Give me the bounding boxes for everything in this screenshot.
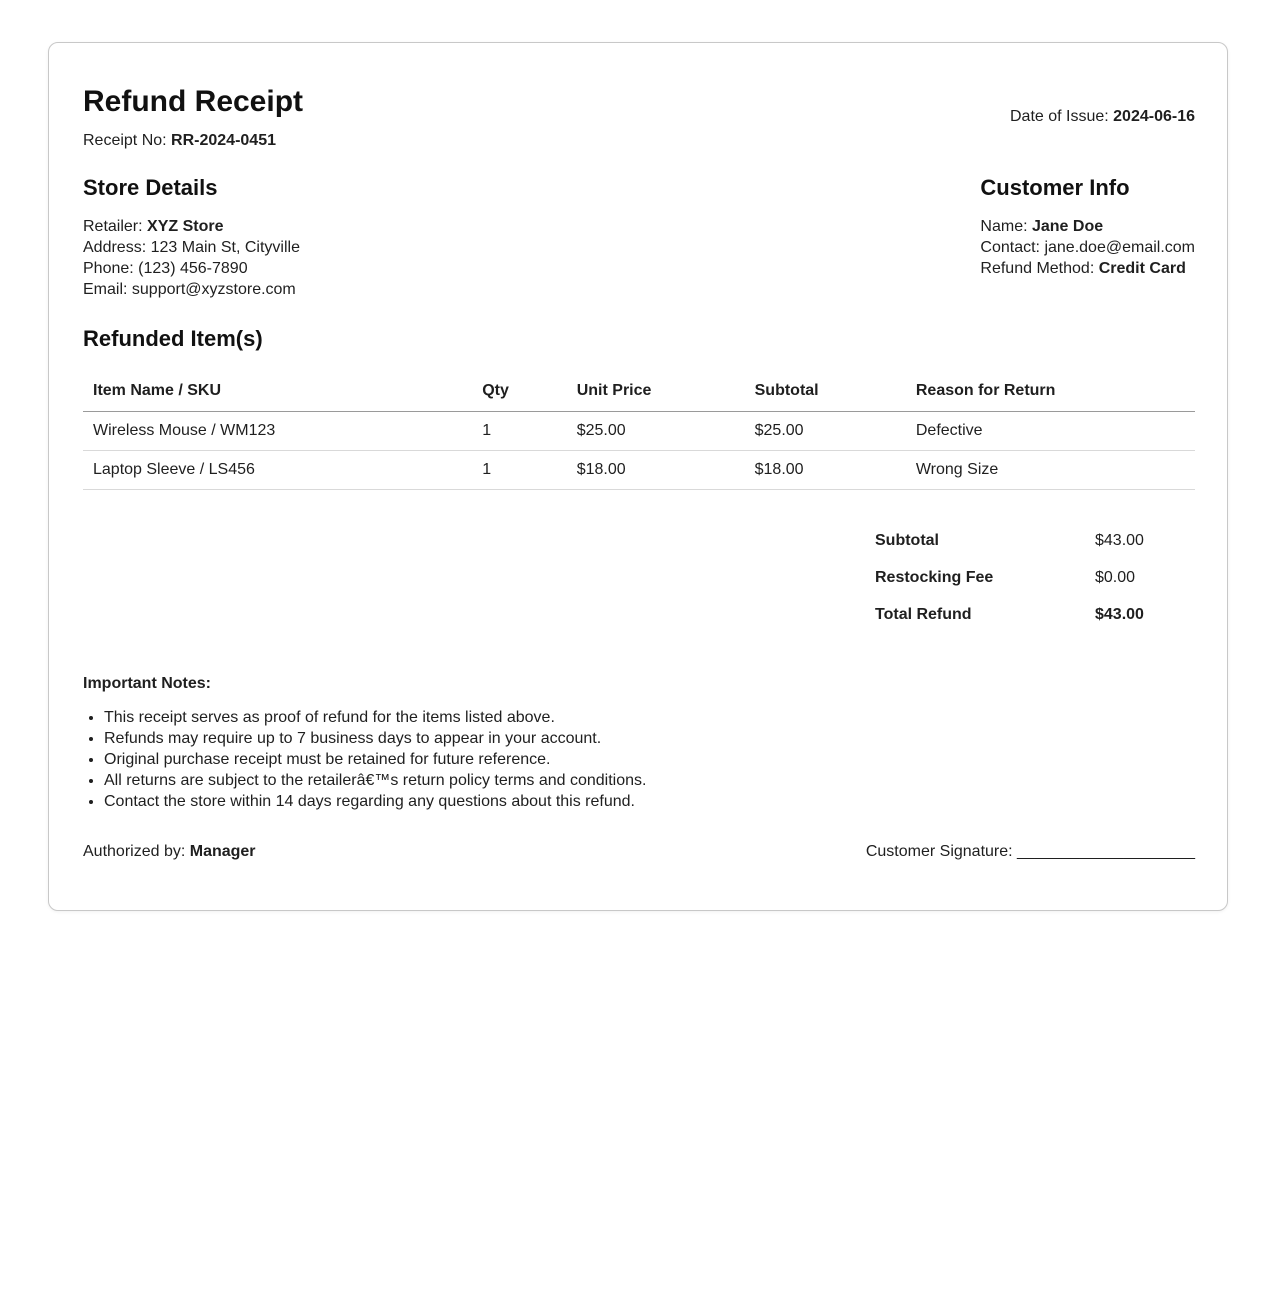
refund-receipt-card [48,42,1228,911]
customer-name [980,216,1195,237]
item-qty-cell: 1 [472,412,567,451]
totals-section [875,522,1195,633]
customer-refund-method-value: Credit Card [1098,259,1186,277]
item-subtotal-cell: $25.00 [745,412,906,451]
authorized-by [83,841,256,862]
table-header [83,368,1195,412]
table-row [83,451,1195,490]
receipt-footer [83,841,1195,862]
customer-info-heading: Customer Info [980,175,1130,201]
item-unit-price-cell: $25.00 [567,412,745,451]
column-header-subtotal: Subtotal [745,368,906,412]
column-header-item-name: Item Name / SKU [83,368,472,412]
item-name-cell: Wireless Mouse / WM123 [83,412,472,451]
important-notes-heading: Important Notes: [83,675,211,693]
item-reason-cell: Wrong Size [906,451,1195,490]
refunded-items-heading: Refunded Item(s) [83,325,263,351]
table-body [83,412,1195,490]
customer-refund-method [980,258,1195,279]
date-of-issue-value: 2024-06-16 [1113,107,1195,125]
authorized-by-value: Manager [189,843,256,861]
store-details-section [83,175,300,299]
notes-list [83,707,1195,812]
customer-name-value: Jane Doe [1031,217,1104,235]
date-of-issue [1010,107,1195,128]
subtotal-label: Subtotal [875,532,939,550]
customer-name-label: Name: [980,217,1028,235]
store-retailer [83,216,300,237]
total-refund-value: $43.00 [1095,606,1144,624]
table-row [83,412,1195,451]
refunded-items-table [83,368,1195,490]
customer-signature-label: Customer Signature: [865,843,1013,861]
note-item: • Original purchase receipt must be retained for future reference. [104,749,1195,770]
customer-refund-method-label: Refund Method: [980,259,1095,277]
receipt-number [83,131,303,152]
receipt-header-left [83,83,303,151]
subtotal-value: $43.00 [1095,532,1144,550]
note-item: • This receipt serves as proof of refund for the items listed above. [104,707,1195,728]
store-email-value: support@xyzstore.com [131,280,296,298]
store-retailer-label: Retailer: [83,217,143,235]
authorized-by-label: Authorized by: [83,843,186,861]
item-unit-price-cell: $18.00 [567,451,745,490]
note-item: • Contact the store within 14 days regarding any questions about this refund. [104,791,1195,812]
column-header-qty: Qty [472,368,567,412]
total-refund-row [875,596,1195,633]
customer-signature-line: ____________________ [1017,843,1195,861]
important-notes-section [83,673,1195,812]
customer-info-section [980,175,1195,299]
store-address-label: Address: [83,238,147,256]
column-header-unit-price: Unit Price [567,368,745,412]
table-header-row [83,368,1195,412]
date-of-issue-label: Date of Issue: [1009,107,1109,125]
item-qty-cell: 1 [472,451,567,490]
restocking-fee-row [875,559,1195,596]
store-address-value: 123 Main St, Cityville [150,238,300,256]
page-title: Refund Receipt [83,85,304,118]
store-email-label: Email: [83,280,128,298]
store-email [83,279,300,300]
store-phone-label: Phone: [83,259,134,277]
receipt-number-label: Receipt No: [83,131,167,149]
total-refund-label: Total Refund [875,606,972,624]
receipt-number-value: RR-2024-0451 [171,131,276,149]
item-name-cell: Laptop Sleeve / LS456 [83,451,472,490]
item-subtotal-cell: $18.00 [745,451,906,490]
restocking-fee-label: Restocking Fee [875,569,994,587]
store-phone-value: (123) 456-7890 [138,259,248,277]
store-address [83,237,300,258]
customer-signature [866,841,1195,862]
customer-contact [980,237,1195,258]
customer-contact-label: Contact: [980,238,1040,256]
store-details-heading: Store Details [83,175,218,201]
info-columns [83,175,1195,299]
receipt-header [83,83,1195,151]
column-header-reason: Reason for Return [906,368,1195,412]
store-phone [83,258,300,279]
note-item: • Refunds may require up to 7 business days to appear in your account. [104,728,1195,749]
store-retailer-value: XYZ Store [147,217,224,235]
customer-contact-value: jane.doe@email.com [1044,238,1195,256]
note-item: • All returns are subject to the retailerâ€™s return policy terms and conditions. [104,770,1195,791]
item-reason-cell: Defective [906,412,1195,451]
restocking-fee-value: $0.00 [1095,569,1136,587]
subtotal-row [875,522,1195,559]
